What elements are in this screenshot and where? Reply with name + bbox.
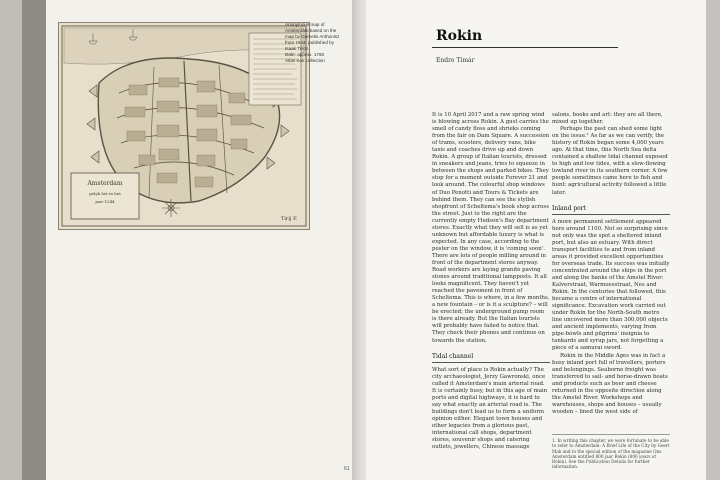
map-caption-line: Amsterdam based on the xyxy=(285,28,337,33)
text-column-2 xyxy=(552,112,670,416)
map-caption-line: Date: approx. 1760 xyxy=(285,52,325,57)
background-edge xyxy=(706,0,720,480)
subheading-tidal-channel: Tidal channel xyxy=(432,353,550,363)
paragraph: A more permanent settlement appeared here around 1100. Not so surprising since not only was the spot a sheltered inland port, but also an estuary. With direct transport facilities to and from inland areas it provided excellent opportunities for overseas trade. Its success was initially concentrated around the ships in the port and along the banks of the Amstel River: Kalverstraat, Warmoesstraat, Nes and Rokin. In the centuries that followed, this became a centre of international significance. Excavation work carried out under Rokin for the North-South metro line uncovered more than 300,000 objects and ancient implements, varying from pipe-bowls and pilgrims' insignia to tankards and syrup jars, not forgetting a piece of a samurai sword. xyxy=(552,218,670,352)
map-cartouche-line: gelyk het in het xyxy=(89,191,121,196)
map-illustration xyxy=(59,23,309,229)
left-page xyxy=(22,0,360,480)
paragraph: Perhaps the past can shed some light on the issue.¹ As far as we can verify, the history of Rokin began some 4,000 years ago. At that time, this North Sea delta contained a shallow tidal channel exposed to high and low tides, with a slow-flowing lowland river in its southern corner. A few people sometimes came here to fish and hunt: agricultural activity followed a little later. xyxy=(552,126,668,196)
map-cartouche-title: Amsterdam xyxy=(87,180,123,187)
map-caption-line: Atlas Kok collection xyxy=(285,58,325,63)
map-caption-line: Anonymous map of xyxy=(285,22,325,27)
map-cartouche-line: jaar 1544 xyxy=(95,199,115,204)
chapter-title: Rokin xyxy=(436,28,483,44)
subheading-inland-port: Inland port xyxy=(552,205,670,215)
footnote: 1. In writing this chapter, we were fortunate to be able to refer to Amsterdam: A Brief Life of the City by Geert Mak and to the special edition of the magazine Ons Amsterdam entitled 800 jaar Rokin (800 years of Rokin). See the Publication Details for further information. xyxy=(552,434,670,470)
right-page xyxy=(366,0,706,480)
text-column-1 xyxy=(432,112,550,451)
historic-map-of-amsterdam xyxy=(58,22,310,230)
chapter-author: Endre Timár xyxy=(436,57,475,64)
map-caption xyxy=(285,22,355,64)
paragraph: salons, books and art: they are all there, mixed up together. xyxy=(552,112,663,126)
map-caption-line: from 1544, published by xyxy=(285,40,335,45)
paragraph: It is 10 April 2017 and a raw spring wind is blowing across Rokin. A gust carries the smell of candy floss and shrieks coming from the fair on Dam Square. A succession of trams, scooters, delivery vans, bike taxis and coaches drive up and down Rokin. A group of Italian tourists, dressed in sneakers and jeans, tries to squeeze in between the shops and parked bikes. They stop for a moment outside Forever 21 and look around. The colourful shop windows of Duo Penotti and Tours & Tickets are behind them. They can see the stylish shopfront of Scheltema's book shop across the street. Just to the right are the currently empty Hudson's Bay department stores. Exactly what they will sell is as yet unknown but affordable luxury is what is expected. In any case, according to the poster on the window, it is 'coming soon'. There are lots of people milling around in front of the department stores anyway. Road workers are laying granite paving stones around traditional lampposts. It all looks magnificent. They haven't yet reached the pavement in front of Scheltema. This is where, in a few months, a new fountain – or is it a sculpture? – will be erected; the underground pump room is there already. But the Italian tourists will probably have failed to notice that. They check their phones and continue on towards the station. xyxy=(432,112,550,344)
map-caption-line: map by Cornelis Anthonisz xyxy=(285,34,340,39)
grey-spine-band xyxy=(22,0,46,480)
map-corner-label: Tirij F. xyxy=(281,216,298,222)
paragraph: What sort of place is Rokin actually? The city archaeologist, Jerzy Gawronski, once called it Amsterdam's main arterial road. It is certainly busy, but in this age of main ports and digital highways, it is hard to say what exactly an arterial road is. The buildings don't lead us to form a uniform opinion either. Elegant town houses and other legacies from a glorious past, international call shops, department stores, souvenir shops and catering outlets, jewellers, Chinese massage xyxy=(432,366,548,451)
title-rule xyxy=(432,47,618,48)
page-number: 61 xyxy=(344,466,350,472)
map-caption-line: Isaak Tirion. xyxy=(285,46,310,51)
paragraph: Rokin in the Middle Ages was in fact a busy inland port full of travellers, porters and belongings. Seaborne freight was transferred to sail- and horse-drawn boats and products such as beer and cheese returned in the opposite direction along the Amstel River. Workshops and warehouses, shops and houses – usually wooden – lined the west side of xyxy=(552,352,668,415)
